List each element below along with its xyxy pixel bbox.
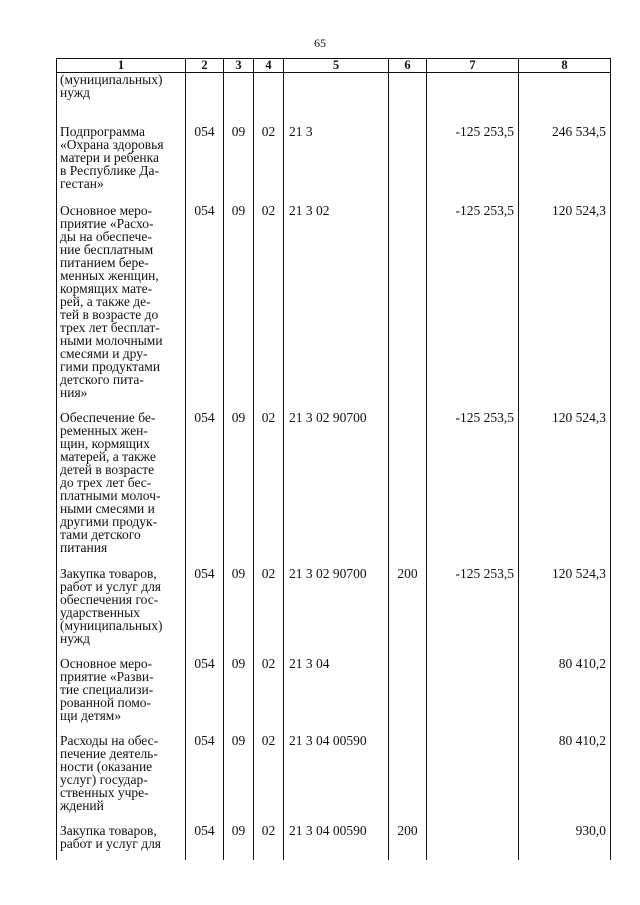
- col-header-4: 4: [254, 59, 284, 73]
- row-ved: 054: [186, 734, 224, 824]
- budget-table: [56, 58, 611, 860]
- row-target-article: 21 3 04 00590: [284, 824, 389, 860]
- table-row: [57, 125, 611, 204]
- row-target-article: 21 3: [284, 125, 389, 204]
- row-name: Основное меро- приятие «Расхо- ды на обеспече- ние бесплатным питанием бере- менных женщин, кормящих мате- рей, а также де- тей в возрасте до трех лет бесплат- ными молочными смесями и дру- гими продуктами детского пита- ния»: [57, 204, 186, 411]
- row-subsection: 02: [254, 567, 284, 657]
- row-expense-type: [389, 125, 427, 204]
- row-change: [427, 73, 519, 125]
- row-target-article: 21 3 02: [284, 204, 389, 411]
- row-subsection: [254, 73, 284, 125]
- row-section: 09: [224, 125, 254, 204]
- row-section: 09: [224, 567, 254, 657]
- table-row: [57, 824, 611, 860]
- table-row: [57, 73, 611, 125]
- col-header-2: 2: [186, 59, 224, 73]
- row-target-article: 21 3 02 90700: [284, 411, 389, 567]
- row-section: 09: [224, 734, 254, 824]
- row-change: -125 253,5: [427, 567, 519, 657]
- row-target-article: 21 3 04: [284, 657, 389, 734]
- row-target-article: [284, 73, 389, 125]
- row-expense-type: [389, 411, 427, 567]
- row-name: (муниципальных) нужд: [57, 73, 186, 125]
- row-change: [427, 824, 519, 860]
- row-name: Закупка товаров, работ и услуг для обеспечения гос- ударственных (муниципальных) нужд: [57, 567, 186, 657]
- row-expense-type: 200: [389, 567, 427, 657]
- row-total: 120 524,3: [519, 567, 611, 657]
- col-header-6: 6: [389, 59, 427, 73]
- table-row: [57, 567, 611, 657]
- table-row: [57, 734, 611, 824]
- row-expense-type: [389, 657, 427, 734]
- row-ved: 054: [186, 204, 224, 411]
- col-header-7: 7: [427, 59, 519, 73]
- row-name: Обеспечение бе- ременных жен- щин, кормящих матерей, а также детей в возрасте до трех лет бес- платными молоч- ными смесями и другими продук- тами детского питания: [57, 411, 186, 567]
- row-change: [427, 734, 519, 824]
- row-ved: 054: [186, 125, 224, 204]
- row-expense-type: 200: [389, 824, 427, 860]
- row-total: 930,0: [519, 824, 611, 860]
- row-name: Расходы на обес- печение деятель- ности (оказание услуг) государ- ственных учре- ждений: [57, 734, 186, 824]
- row-ved: 054: [186, 411, 224, 567]
- row-ved: 054: [186, 567, 224, 657]
- col-header-1: 1: [57, 59, 186, 73]
- table-row: [57, 411, 611, 567]
- table-row: [57, 204, 611, 411]
- row-total: 80 410,2: [519, 657, 611, 734]
- row-section: 09: [224, 411, 254, 567]
- table-row: [57, 657, 611, 734]
- row-expense-type: [389, 204, 427, 411]
- col-header-8: 8: [519, 59, 611, 73]
- row-change: -125 253,5: [427, 204, 519, 411]
- row-target-article: 21 3 02 90700: [284, 567, 389, 657]
- row-subsection: 02: [254, 657, 284, 734]
- row-subsection: 02: [254, 824, 284, 860]
- row-total: 120 524,3: [519, 411, 611, 567]
- row-section: 09: [224, 204, 254, 411]
- header-row: [57, 59, 611, 73]
- row-section: 09: [224, 824, 254, 860]
- row-change: -125 253,5: [427, 125, 519, 204]
- row-name: Закупка товаров, работ и услуг для: [57, 824, 186, 860]
- page-number: 65: [314, 36, 326, 50]
- row-expense-type: [389, 734, 427, 824]
- row-change: -125 253,5: [427, 411, 519, 567]
- row-subsection: 02: [254, 204, 284, 411]
- col-header-5: 5: [284, 59, 389, 73]
- row-subsection: 02: [254, 125, 284, 204]
- row-ved: [186, 73, 224, 125]
- row-section: [224, 73, 254, 125]
- row-total: [519, 73, 611, 125]
- row-name: Основное меро- приятие «Разви- тие специализи- рованной помо- щи детям»: [57, 657, 186, 734]
- row-total: 120 524,3: [519, 204, 611, 411]
- row-subsection: 02: [254, 734, 284, 824]
- row-ved: 054: [186, 657, 224, 734]
- row-name: Подпрограмма «Охрана здоровья матери и ребенка в Республике Да- гестан»: [57, 125, 186, 204]
- row-ved: 054: [186, 824, 224, 860]
- row-change: [427, 657, 519, 734]
- row-subsection: 02: [254, 411, 284, 567]
- col-header-3: 3: [224, 59, 254, 73]
- row-total: 246 534,5: [519, 125, 611, 204]
- row-target-article: 21 3 04 00590: [284, 734, 389, 824]
- row-total: 80 410,2: [519, 734, 611, 824]
- row-section: 09: [224, 657, 254, 734]
- row-expense-type: [389, 73, 427, 125]
